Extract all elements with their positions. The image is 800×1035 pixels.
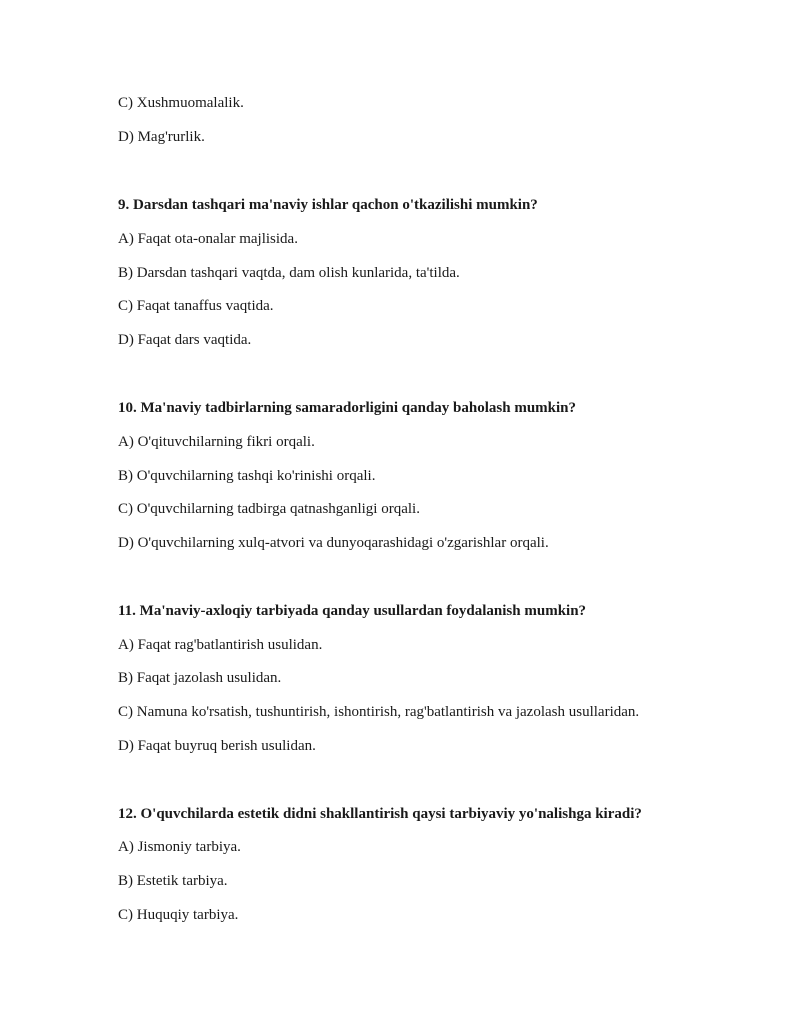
question-12-option-b: B) Estetik tarbiya. xyxy=(118,873,228,889)
question-11: 11. Ma'naviy-axloqiy tarbiyada qanday usullardan foydalanish mumkin? xyxy=(118,603,587,619)
question-9-option-d: D) Faqat dars vaqtida. xyxy=(118,332,252,348)
question-10-option-b: B) O'quvchilarning tashqi ko'rinishi orqali. xyxy=(118,468,376,484)
question-10: 10. Ma'naviy tadbirlarning samaradorligini qanday baholash mumkin? xyxy=(118,400,577,416)
question-12-option-a: A) Jismoniy tarbiya. xyxy=(118,839,241,855)
question-11-option-b: B) Faqat jazolash usulidan. xyxy=(118,670,282,686)
question-10-option-c: C) O'quvchilarning tadbirga qatnashganligi orqali. xyxy=(118,501,420,517)
question-10-option-d: D) O'quvchilarning xulq-atvori va dunyoqarashidagi o'zgarishlar orqali. xyxy=(118,535,549,551)
question-9: 9. Darsdan tashqari ma'naviy ishlar qachon o'tkazilishi mumkin? xyxy=(118,197,538,213)
option-prev-c: C) Xushmuomalalik. xyxy=(118,95,244,111)
question-10-option-a: A) O'qituvchilarning fikri orqali. xyxy=(118,434,315,450)
question-11-option-a: A) Faqat rag'batlantirish usulidan. xyxy=(118,637,323,653)
question-12: 12. O'quvchilarda estetik didni shakllantirish qaysi tarbiyaviy yo'nalishga kiradi? xyxy=(118,806,642,822)
question-9-option-a: A) Faqat ota-onalar majlisida. xyxy=(118,231,298,247)
option-prev-d: D) Mag'rurlik. xyxy=(118,129,205,145)
question-9-option-c: C) Faqat tanaffus vaqtida. xyxy=(118,298,274,314)
question-11-option-d: D) Faqat buyruq berish usulidan. xyxy=(118,738,316,754)
question-12-option-c: C) Huquqiy tarbiya. xyxy=(118,907,239,923)
question-9-option-b: B) Darsdan tashqari vaqtda, dam olish kunlarida, ta'tilda. xyxy=(118,265,460,281)
question-11-option-c: C) Namuna ko'rsatish, tushuntirish, ishontirish, rag'batlantirish va jazolash usullaridan. xyxy=(118,704,640,720)
